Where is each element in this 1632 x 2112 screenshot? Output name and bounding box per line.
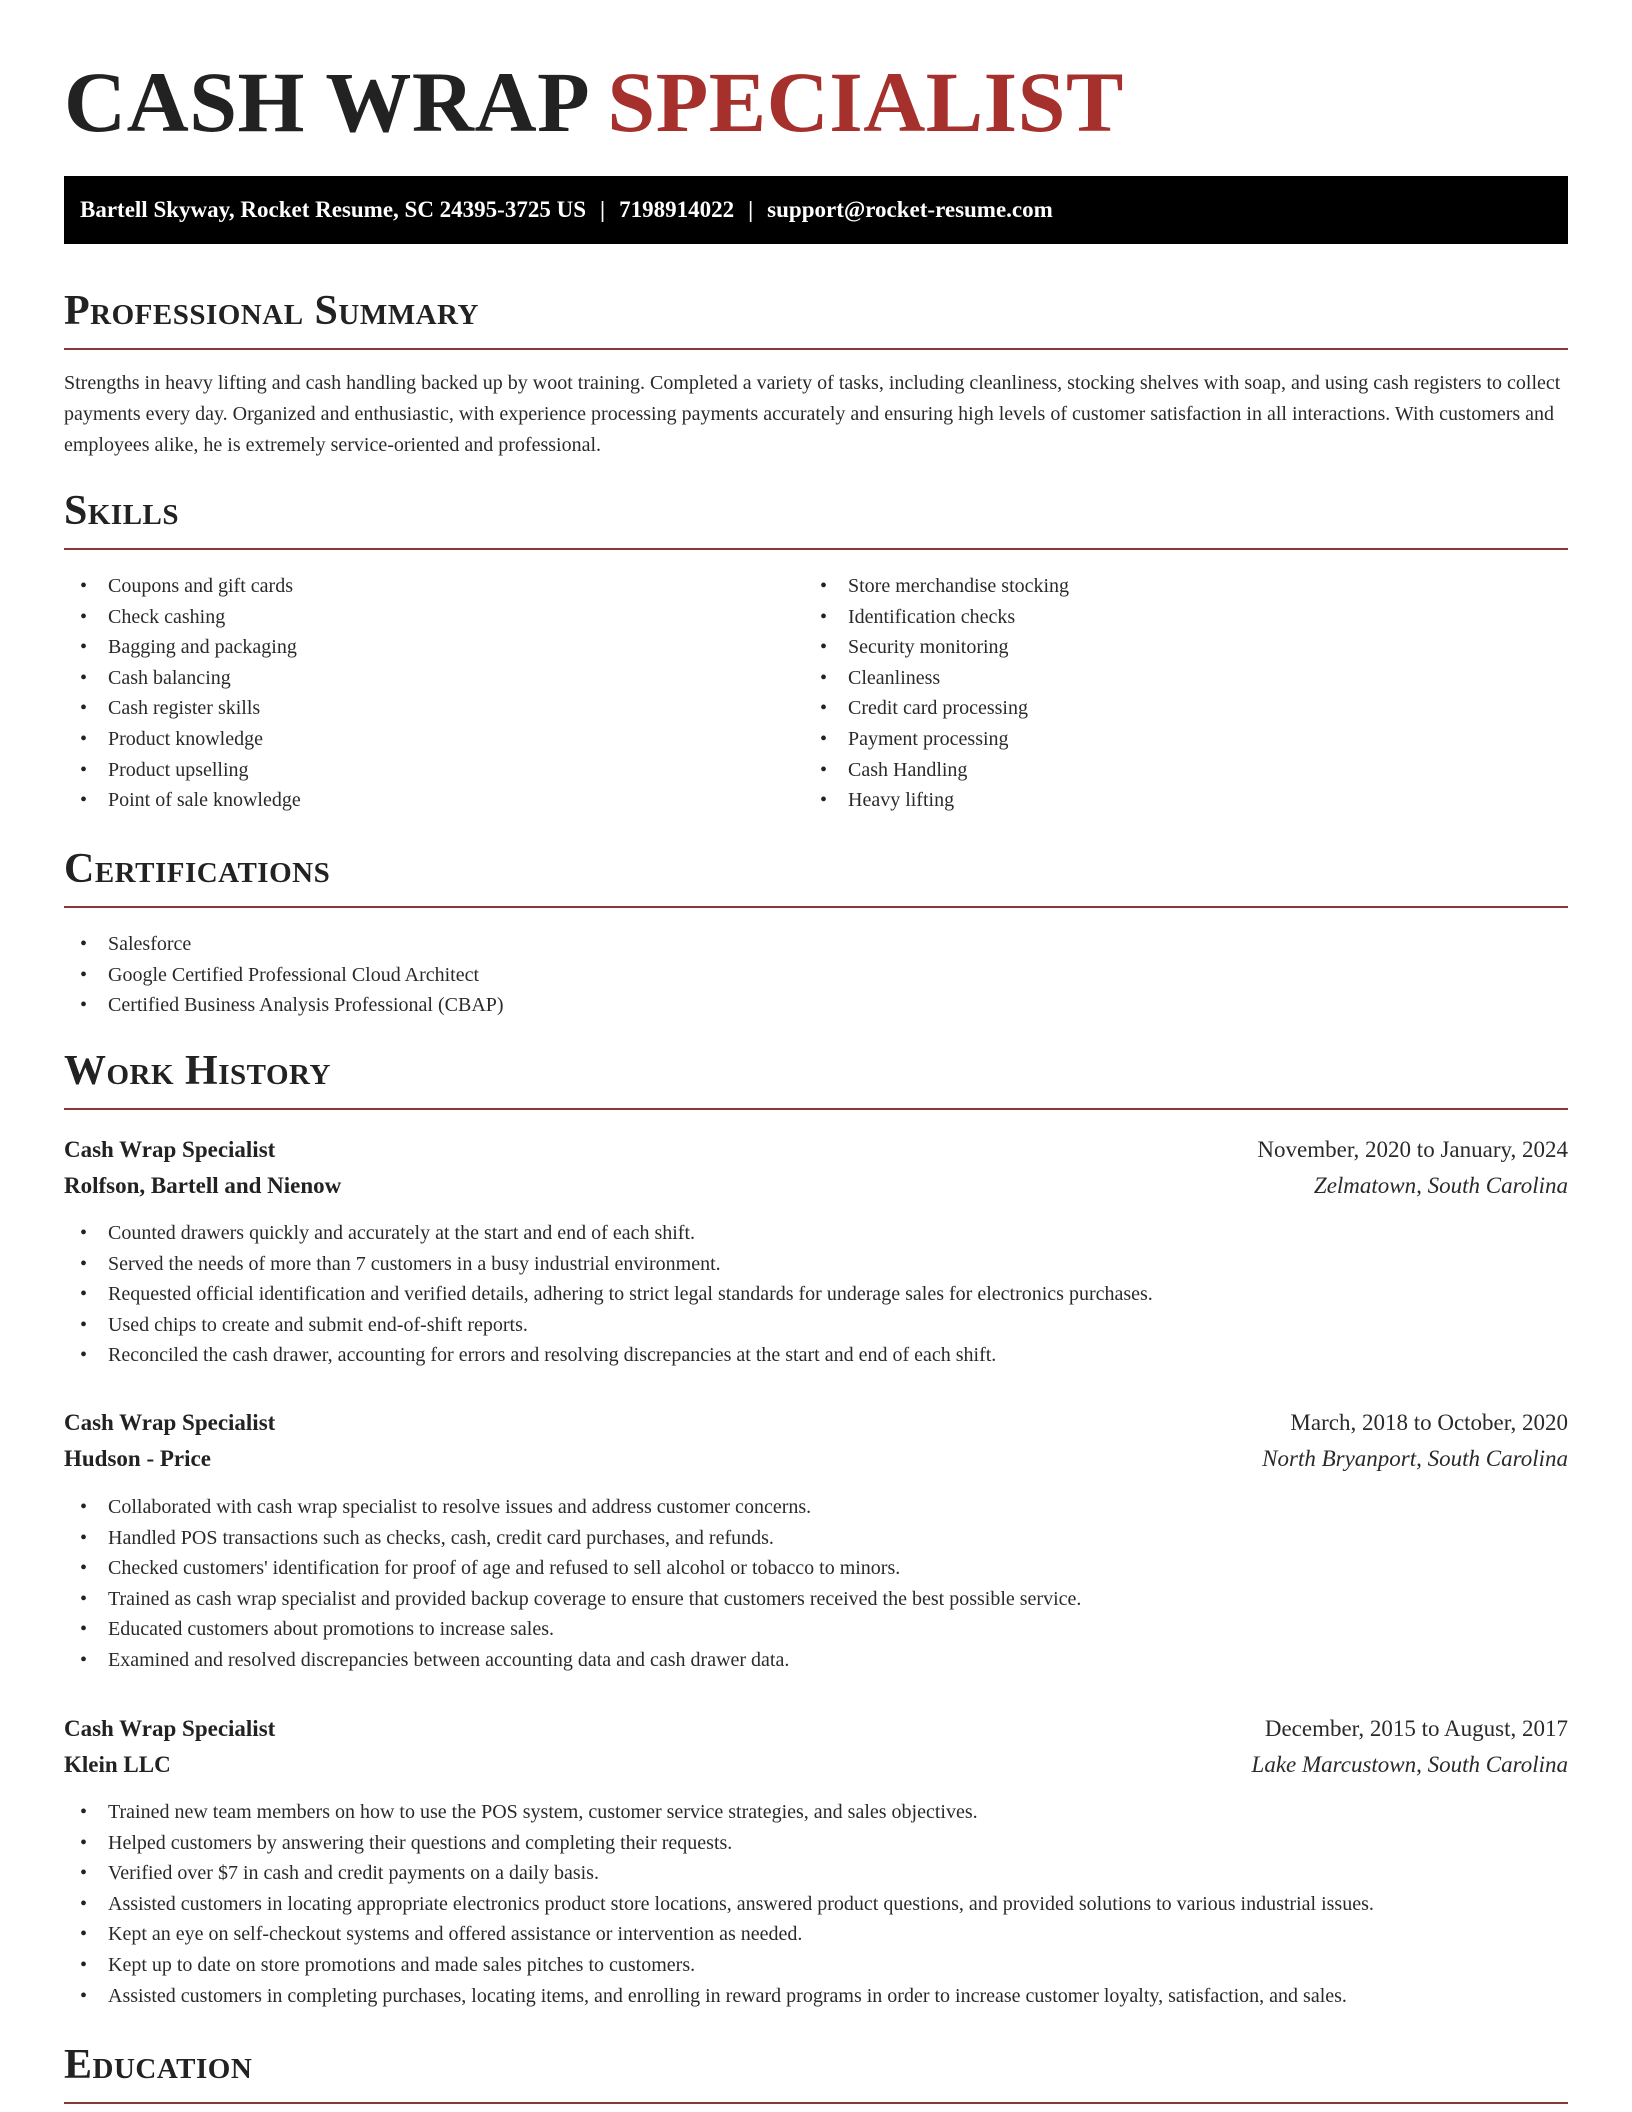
contact-phone: 7198914022 xyxy=(619,197,735,222)
job-3-title-row xyxy=(64,1711,1568,1747)
duty-item: • Trained new team members on how to use the POS system, customer service strategies, and sales objectives. xyxy=(64,1797,1568,1828)
job-3-duties xyxy=(64,1797,1568,2011)
job-dates: March, 2018 to October, 2020 xyxy=(1290,1410,1568,1435)
duty-item: • Kept an eye on self-checkout systems and offered assistance or intervention as needed. xyxy=(64,1919,1568,1950)
skill-item: • Product knowledge xyxy=(64,724,804,755)
skill-item: • Credit card processing xyxy=(804,693,1544,724)
job-title: Cash Wrap Specialist xyxy=(64,1716,276,1741)
duty-item: • Counted drawers quickly and accurately at the start and end of each shift. xyxy=(64,1218,1568,1249)
contact-bar xyxy=(64,176,1568,244)
skill-item: • Bagging and packaging xyxy=(64,632,804,663)
job-1-company-row xyxy=(64,1168,1568,1204)
job-1-title-row xyxy=(64,1132,1568,1168)
summary-heading: Professional Summary xyxy=(64,286,1568,350)
title-part-2: SPECIALIST xyxy=(607,54,1124,150)
job-company: Rolfson, Bartell and Nienow xyxy=(64,1173,342,1198)
certifications-heading: Certifications xyxy=(64,844,1568,908)
duty-item: • Handled POS transactions such as checks, cash, credit card purchases, and refunds. xyxy=(64,1523,1568,1554)
skill-item: • Security monitoring xyxy=(804,632,1544,663)
duty-item: • Helped customers by answering their questions and completing their requests. xyxy=(64,1828,1568,1859)
certification-item: • Google Certified Professional Cloud Architect xyxy=(64,960,1568,991)
job-location: North Bryanport, South Carolina xyxy=(1262,1446,1568,1471)
contact-separator: | xyxy=(600,197,606,222)
certifications-list xyxy=(64,929,1568,1021)
duty-item: • Kept up to date on store promotions and made sales pitches to customers. xyxy=(64,1950,1568,1981)
summary-text: Strengths in heavy lifting and cash handling backed up by woot training. Completed a variety of tasks, including cleanliness, stocking shelves with soap, and using cash registers to collect payments every day. Organized and enthusiastic, with experience processing payments accurately and ensuring high levels of customer satisfaction in all interactions. With customers and employees alike, he is extremely service-oriented and professional. xyxy=(64,372,1561,456)
skill-item: • Product upselling xyxy=(64,755,804,786)
job-2-title-row xyxy=(64,1405,1568,1441)
skill-item: • Check cashing xyxy=(64,602,804,633)
job-location: Lake Marcustown, South Carolina xyxy=(1251,1752,1568,1777)
duty-item: • Collaborated with cash wrap specialist to resolve issues and address customer concerns. xyxy=(64,1492,1568,1523)
skills-list-left xyxy=(64,571,804,816)
contact-separator: | xyxy=(748,197,754,222)
skill-item: • Cash register skills xyxy=(64,693,804,724)
job-company: Hudson - Price xyxy=(64,1446,211,1471)
skills-heading: Skills xyxy=(64,486,1568,550)
job-3-company-row xyxy=(64,1747,1568,1783)
skill-item: • Coupons and gift cards xyxy=(64,571,804,602)
job-1-duties xyxy=(64,1218,1568,1371)
duty-item: • Examined and resolved discrepancies between accounting data and cash drawer data. xyxy=(64,1645,1568,1676)
duty-item: • Assisted customers in completing purchases, locating items, and enrolling in reward programs in order to increase customer loyalty, satisfaction, and sales. xyxy=(64,1981,1568,2012)
resume-title xyxy=(64,52,1124,152)
skill-item: • Heavy lifting xyxy=(804,785,1544,816)
education-heading: Education xyxy=(64,2040,1568,2104)
skill-item: • Cleanliness xyxy=(804,663,1544,694)
job-dates: November, 2020 to January, 2024 xyxy=(1257,1137,1568,1162)
skills-list-right xyxy=(804,571,1544,816)
skill-item: • Payment processing xyxy=(804,724,1544,755)
job-location: Zelmatown, South Carolina xyxy=(1313,1173,1568,1198)
duty-item: • Assisted customers in locating appropriate electronics product store locations, answered product questions, and provided solutions to various industrial issues. xyxy=(64,1889,1568,1920)
duty-item: • Educated customers about promotions to increase sales. xyxy=(64,1614,1568,1645)
skill-item: • Identification checks xyxy=(804,602,1544,633)
job-2-duties xyxy=(64,1492,1568,1676)
contact-address: Bartell Skyway, Rocket Resume, SC 24395-3725 US xyxy=(80,197,586,222)
skill-item: • Cash balancing xyxy=(64,663,804,694)
skill-item: • Store merchandise stocking xyxy=(804,571,1544,602)
skill-item: • Cash Handling xyxy=(804,755,1544,786)
job-2-company-row xyxy=(64,1441,1568,1477)
certification-item: • Salesforce xyxy=(64,929,1568,960)
job-title: Cash Wrap Specialist xyxy=(64,1410,276,1435)
title-part-1: CASH WRAP xyxy=(64,54,586,150)
job-dates: December, 2015 to August, 2017 xyxy=(1264,1716,1568,1741)
skill-item: • Point of sale knowledge xyxy=(64,785,804,816)
contact-email: support@rocket-resume.com xyxy=(767,197,1053,222)
work-history-heading: Work History xyxy=(64,1046,1568,1110)
duty-item: • Served the needs of more than 7 customers in a busy industrial environment. xyxy=(64,1249,1568,1280)
duty-item: • Trained as cash wrap specialist and provided backup coverage to ensure that customers received the best possible service. xyxy=(64,1584,1568,1615)
duty-item: • Checked customers' identification for proof of age and refused to sell alcohol or tobacco to minors. xyxy=(64,1553,1568,1584)
job-company: Klein LLC xyxy=(64,1752,171,1777)
certification-item: • Certified Business Analysis Professional (CBAP) xyxy=(64,990,1568,1021)
job-title: Cash Wrap Specialist xyxy=(64,1137,276,1162)
duty-item: • Used chips to create and submit end-of-shift reports. xyxy=(64,1310,1568,1341)
duty-item: • Reconciled the cash drawer, accounting for errors and resolving discrepancies at the start and end of each shift. xyxy=(64,1340,1568,1371)
duty-item: • Requested official identification and verified details, adhering to strict legal standards for underage sales for electronics purchases. xyxy=(64,1279,1568,1310)
duty-item: • Verified over $7 in cash and credit payments on a daily basis. xyxy=(64,1858,1568,1889)
